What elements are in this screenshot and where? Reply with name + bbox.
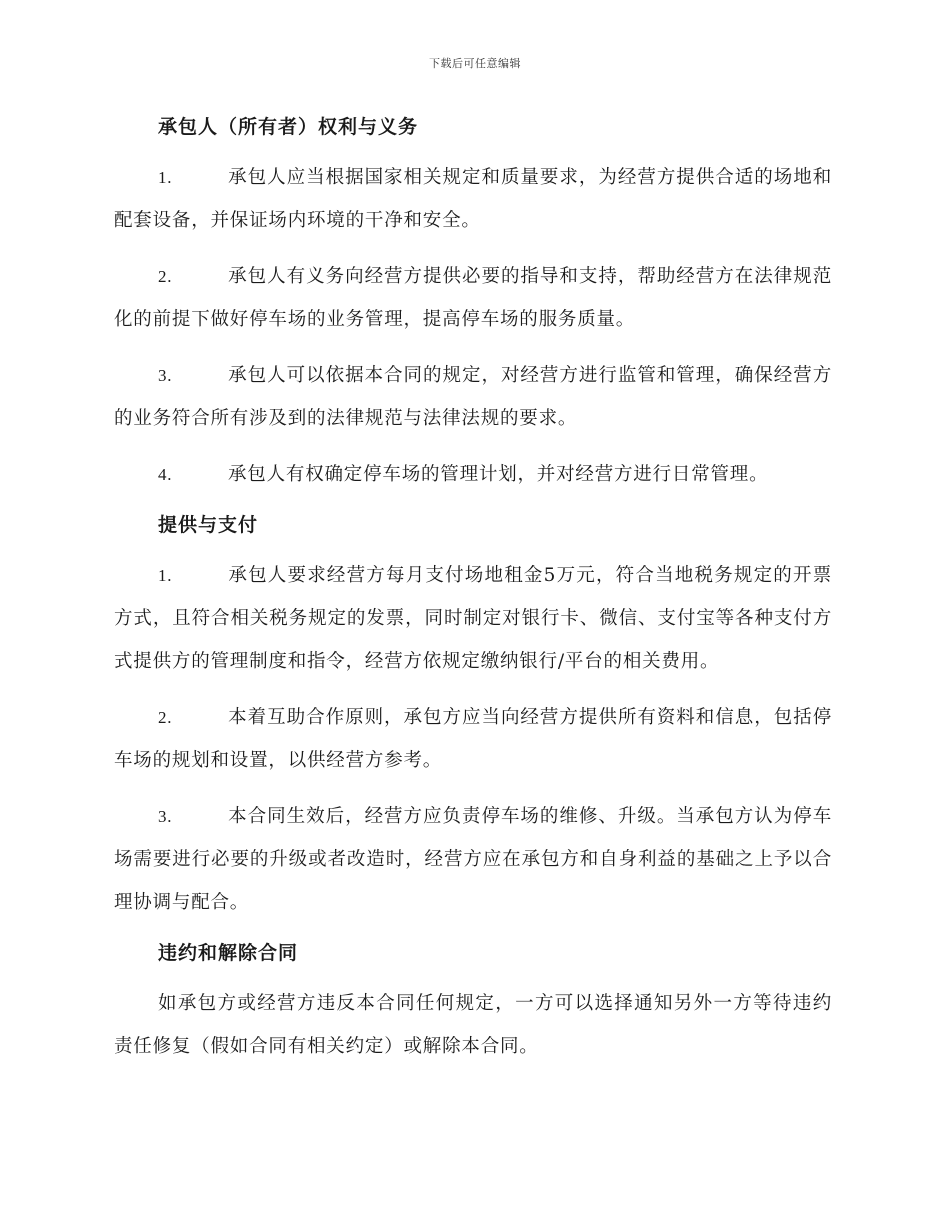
item-text: 承包人应当根据国家相关规定和质量要求，为经营方提供合适的场地和配套设备，并保证场内环境的干净和安全。 bbox=[114, 167, 832, 231]
section-heading-breach: 违约和解除合同 bbox=[158, 942, 299, 964]
list-item bbox=[114, 255, 832, 341]
item-text: 承包人有权确定停车场的管理计划，并对经营方进行日常管理。 bbox=[228, 464, 769, 485]
item-number: 3. bbox=[158, 366, 173, 385]
item-number: 3. bbox=[158, 807, 173, 826]
item-number: 2. bbox=[158, 267, 173, 286]
list-item bbox=[114, 554, 832, 683]
item-text: 承包人有义务向经营方提供必要的指导和支持，帮助经营方在法律规范化的前提下做好停车场的业务管理，提高停车场的服务质量。 bbox=[114, 266, 832, 330]
item-number: 2. bbox=[158, 708, 173, 727]
item-number: 1. bbox=[158, 168, 173, 187]
item-number: 1. bbox=[158, 566, 173, 585]
list-item bbox=[114, 354, 832, 440]
list-item bbox=[114, 795, 832, 924]
item-text: 承包人可以依据本合同的规定，对经营方进行监管和管理，确保经营方的业务符合所有涉及到的法律规范与法律法规的要求。 bbox=[114, 365, 832, 429]
page-header-note: 下载后可任意编辑 bbox=[429, 57, 521, 70]
item-text: 本合同生效后，经营方应负责停车场的维修、升级。当承包方认为停车场需要进行必要的升级或者改造时，经营方应在承包方和自身利益的基础之上予以合理协调与配合。 bbox=[114, 806, 832, 913]
list-item bbox=[114, 453, 832, 496]
item-number: 4. bbox=[158, 465, 173, 484]
section-heading-rights: 承包人（所有者）权利与义务 bbox=[158, 116, 419, 138]
section-heading-payment: 提供与支付 bbox=[158, 514, 259, 536]
list-item bbox=[114, 156, 832, 242]
item-text: 本着互助合作原则，承包方应当向经营方提供所有资料和信息，包括停车场的规划和设置，以供经营方参考。 bbox=[114, 707, 832, 771]
list-item bbox=[114, 696, 832, 782]
item-text: 承包人要求经营方每月支付场地租金5万元，符合当地税务规定的开票方式，且符合相关税务规定的发票，同时制定对银行卡、微信、支付宝等各种支付方式提供方的管理制度和指令，经营方依规定缴纳银行/平台的相关费用。 bbox=[114, 565, 832, 672]
body-paragraph: 如承包方或经营方违反本合同任何规定，一方可以选择通知另外一方等待违约责任修复（假如合同有相关约定）或解除本合同。 bbox=[114, 993, 832, 1057]
document-body bbox=[114, 108, 832, 1068]
